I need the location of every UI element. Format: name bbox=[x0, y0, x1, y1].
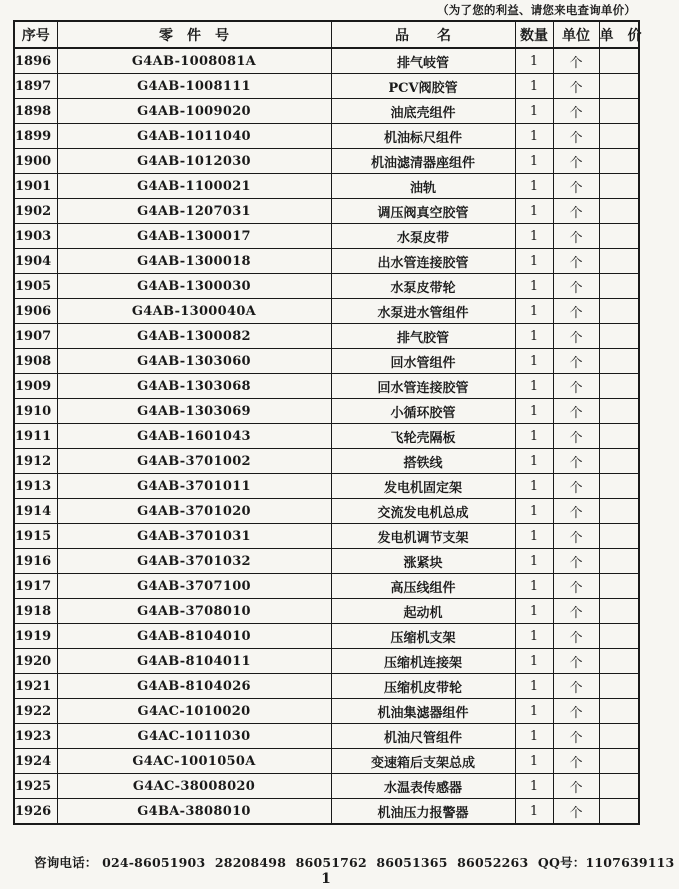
contact-footer bbox=[34, 853, 679, 871]
part-name-cell: 变速箱后支架总成 bbox=[331, 749, 515, 774]
quantity-cell: 1 bbox=[515, 399, 553, 424]
unit-cell: 个 bbox=[553, 449, 599, 474]
part-name-cell: 压缩机皮带轮 bbox=[331, 674, 515, 699]
part-name-cell: 机油压力报警器 bbox=[331, 799, 515, 825]
unit-cell: 个 bbox=[553, 199, 599, 224]
phone-number: 86051762 bbox=[295, 855, 367, 870]
row-number-cell: 1914 bbox=[14, 499, 57, 524]
price-cell bbox=[599, 649, 639, 674]
table-row bbox=[14, 249, 639, 274]
unit-cell: 个 bbox=[553, 649, 599, 674]
part-name-cell: 回水管连接胶管 bbox=[331, 374, 515, 399]
part-number-cell: G4AB-1008081A bbox=[57, 48, 331, 74]
part-number-cell: G4AB-3701011 bbox=[57, 474, 331, 499]
part-number-cell: G4AB-1300030 bbox=[57, 274, 331, 299]
row-number-cell: 1917 bbox=[14, 574, 57, 599]
unit-cell: 个 bbox=[553, 524, 599, 549]
row-number-cell: 1915 bbox=[14, 524, 57, 549]
part-number-cell: G4AB-8104011 bbox=[57, 649, 331, 674]
unit-cell: 个 bbox=[553, 349, 599, 374]
part-number-cell: G4BA-3808010 bbox=[57, 799, 331, 825]
table-row bbox=[14, 224, 639, 249]
table-row bbox=[14, 724, 639, 749]
unit-cell: 个 bbox=[553, 474, 599, 499]
phone-number: 024-86051903 bbox=[102, 855, 206, 870]
table-row bbox=[14, 674, 639, 699]
quantity-cell: 1 bbox=[515, 224, 553, 249]
unit-cell: 个 bbox=[553, 124, 599, 149]
unit-cell: 个 bbox=[553, 149, 599, 174]
table-row bbox=[14, 324, 639, 349]
table-row bbox=[14, 549, 639, 574]
part-name-cell: 油轨 bbox=[331, 174, 515, 199]
price-cell bbox=[599, 424, 639, 449]
quantity-cell: 1 bbox=[515, 724, 553, 749]
table-row bbox=[14, 749, 639, 774]
table-row bbox=[14, 99, 639, 124]
unit-cell: 个 bbox=[553, 299, 599, 324]
price-cell bbox=[599, 74, 639, 99]
unit-cell: 个 bbox=[553, 749, 599, 774]
part-name-cell: 发电机调节支架 bbox=[331, 524, 515, 549]
price-cell bbox=[599, 549, 639, 574]
part-name-cell: 小循环胶管 bbox=[331, 399, 515, 424]
table-row bbox=[14, 124, 639, 149]
table-row bbox=[14, 274, 639, 299]
table-row bbox=[14, 199, 639, 224]
part-number-cell: G4AB-1300040A bbox=[57, 299, 331, 324]
part-number-cell: G4AB-1303069 bbox=[57, 399, 331, 424]
price-cell bbox=[599, 174, 639, 199]
price-cell bbox=[599, 674, 639, 699]
price-cell bbox=[599, 749, 639, 774]
part-name-cell: PCV阀胶管 bbox=[331, 74, 515, 99]
part-name-cell: 机油滤清器座组件 bbox=[331, 149, 515, 174]
price-cell bbox=[599, 699, 639, 724]
price-cell bbox=[599, 99, 639, 124]
row-number-cell: 1908 bbox=[14, 349, 57, 374]
price-cell bbox=[599, 224, 639, 249]
price-cell bbox=[599, 48, 639, 74]
row-number-cell: 1905 bbox=[14, 274, 57, 299]
row-number-cell: 1923 bbox=[14, 724, 57, 749]
unit-cell: 个 bbox=[553, 674, 599, 699]
part-number-cell: G4AB-1300017 bbox=[57, 224, 331, 249]
table-row bbox=[14, 149, 639, 174]
phone-number: 28208498 bbox=[214, 855, 287, 870]
part-name-cell: 油底壳组件 bbox=[331, 99, 515, 124]
price-cell bbox=[599, 474, 639, 499]
table-row bbox=[14, 624, 639, 649]
part-number-cell: G4AB-1008111 bbox=[57, 74, 331, 99]
part-number-cell: G4AC-1001050A bbox=[57, 749, 331, 774]
price-cell bbox=[599, 774, 639, 799]
unit-cell: 个 bbox=[553, 274, 599, 299]
part-name-cell: 出水管连接胶管 bbox=[331, 249, 515, 274]
column-header-part-number: 零 件 号 bbox=[57, 21, 331, 48]
row-number-cell: 1918 bbox=[14, 599, 57, 624]
table-header-row bbox=[14, 21, 639, 48]
price-cell bbox=[599, 199, 639, 224]
price-cell bbox=[599, 624, 639, 649]
column-header-quantity: 数量 bbox=[515, 21, 553, 48]
quantity-cell: 1 bbox=[515, 424, 553, 449]
part-name-cell: 机油标尺组件 bbox=[331, 124, 515, 149]
part-name-cell: 水泵皮带轮 bbox=[331, 274, 515, 299]
unit-cell: 个 bbox=[553, 549, 599, 574]
quantity-cell: 1 bbox=[515, 199, 553, 224]
part-number-cell: G4AC-1010020 bbox=[57, 699, 331, 724]
row-number-cell: 1911 bbox=[14, 424, 57, 449]
quantity-cell: 1 bbox=[515, 74, 553, 99]
row-number-cell: 1916 bbox=[14, 549, 57, 574]
price-cell bbox=[599, 599, 639, 624]
quantity-cell: 1 bbox=[515, 699, 553, 724]
row-number-cell: 1909 bbox=[14, 374, 57, 399]
unit-cell: 个 bbox=[553, 599, 599, 624]
unit-cell: 个 bbox=[553, 249, 599, 274]
table-row bbox=[14, 799, 639, 825]
row-number-cell: 1899 bbox=[14, 124, 57, 149]
part-name-cell: 搭铁线 bbox=[331, 449, 515, 474]
price-cell bbox=[599, 724, 639, 749]
table-row bbox=[14, 374, 639, 399]
price-inquiry-note: （为了您的利益、请您来电查询单价） bbox=[437, 3, 636, 17]
row-number-cell: 1901 bbox=[14, 174, 57, 199]
phone-number: 86051365 bbox=[376, 855, 448, 870]
quantity-cell: 1 bbox=[515, 749, 553, 774]
part-number-cell: G4AB-3701020 bbox=[57, 499, 331, 524]
part-name-cell: 排气胶管 bbox=[331, 324, 515, 349]
unit-cell: 个 bbox=[553, 48, 599, 74]
part-number-cell: G4AB-8104026 bbox=[57, 674, 331, 699]
quantity-cell: 1 bbox=[515, 524, 553, 549]
unit-cell: 个 bbox=[553, 499, 599, 524]
row-number-cell: 1897 bbox=[14, 74, 57, 99]
quantity-cell: 1 bbox=[515, 48, 553, 74]
quantity-cell: 1 bbox=[515, 299, 553, 324]
quantity-cell: 1 bbox=[515, 324, 553, 349]
part-number-cell: G4AC-1011030 bbox=[57, 724, 331, 749]
price-cell bbox=[599, 799, 639, 825]
quantity-cell: 1 bbox=[515, 499, 553, 524]
part-number-cell: G4AB-1303060 bbox=[57, 349, 331, 374]
unit-cell: 个 bbox=[553, 574, 599, 599]
table-row bbox=[14, 524, 639, 549]
part-number-cell: G4AB-1011040 bbox=[57, 124, 331, 149]
quantity-cell: 1 bbox=[515, 649, 553, 674]
row-number-cell: 1900 bbox=[14, 149, 57, 174]
quantity-cell: 1 bbox=[515, 274, 553, 299]
row-number-cell: 1896 bbox=[14, 48, 57, 74]
row-number-cell: 1912 bbox=[14, 449, 57, 474]
part-name-cell: 发电机固定架 bbox=[331, 474, 515, 499]
table-row bbox=[14, 649, 639, 674]
unit-cell: 个 bbox=[553, 424, 599, 449]
qq-number: QQ号：1107639113 bbox=[537, 855, 675, 870]
part-number-cell: G4AB-1300082 bbox=[57, 324, 331, 349]
quantity-cell: 1 bbox=[515, 774, 553, 799]
part-name-cell: 机油集滤器组件 bbox=[331, 699, 515, 724]
part-name-cell: 水泵皮带 bbox=[331, 224, 515, 249]
table-row bbox=[14, 574, 639, 599]
table-row bbox=[14, 299, 639, 324]
quantity-cell: 1 bbox=[515, 674, 553, 699]
quantity-cell: 1 bbox=[515, 549, 553, 574]
part-name-cell: 飞轮壳隔板 bbox=[331, 424, 515, 449]
part-number-cell: G4AB-8104010 bbox=[57, 624, 331, 649]
unit-cell: 个 bbox=[553, 174, 599, 199]
price-cell bbox=[599, 149, 639, 174]
part-name-cell: 排气岐管 bbox=[331, 48, 515, 74]
table-row bbox=[14, 499, 639, 524]
price-cell bbox=[599, 249, 639, 274]
quantity-cell: 1 bbox=[515, 624, 553, 649]
phone-number: 86052263 bbox=[457, 855, 529, 870]
part-number-cell: G4AB-1100021 bbox=[57, 174, 331, 199]
part-name-cell: 压缩机支架 bbox=[331, 624, 515, 649]
unit-cell: 个 bbox=[553, 624, 599, 649]
row-number-cell: 1921 bbox=[14, 674, 57, 699]
price-cell bbox=[599, 399, 639, 424]
price-cell bbox=[599, 499, 639, 524]
table-row bbox=[14, 48, 639, 74]
part-name-cell: 起动机 bbox=[331, 599, 515, 624]
table-row bbox=[14, 449, 639, 474]
unit-cell: 个 bbox=[553, 699, 599, 724]
part-number-cell: G4AB-1012030 bbox=[57, 149, 331, 174]
column-header-unit: 单位 bbox=[553, 21, 599, 48]
row-number-cell: 1902 bbox=[14, 199, 57, 224]
row-number-cell: 1913 bbox=[14, 474, 57, 499]
quantity-cell: 1 bbox=[515, 149, 553, 174]
quantity-cell: 1 bbox=[515, 374, 553, 399]
part-number-cell: G4AB-3701031 bbox=[57, 524, 331, 549]
table-row bbox=[14, 774, 639, 799]
row-number-cell: 1920 bbox=[14, 649, 57, 674]
row-number-cell: 1903 bbox=[14, 224, 57, 249]
part-number-cell: G4AB-1300018 bbox=[57, 249, 331, 274]
price-cell bbox=[599, 349, 639, 374]
unit-cell: 个 bbox=[553, 324, 599, 349]
part-name-cell: 高压线组件 bbox=[331, 574, 515, 599]
part-number-cell: G4AB-3701032 bbox=[57, 549, 331, 574]
column-header-price: 单 价 bbox=[599, 21, 639, 48]
part-name-cell: 调压阀真空胶管 bbox=[331, 199, 515, 224]
quantity-cell: 1 bbox=[515, 799, 553, 825]
table-row bbox=[14, 174, 639, 199]
unit-cell: 个 bbox=[553, 724, 599, 749]
column-header-name: 品 名 bbox=[331, 21, 515, 48]
price-cell bbox=[599, 374, 639, 399]
part-name-cell: 水泵进水管组件 bbox=[331, 299, 515, 324]
quantity-cell: 1 bbox=[515, 474, 553, 499]
quantity-cell: 1 bbox=[515, 174, 553, 199]
part-name-cell: 机油尺管组件 bbox=[331, 724, 515, 749]
row-number-cell: 1919 bbox=[14, 624, 57, 649]
part-number-cell: G4AB-1303068 bbox=[57, 374, 331, 399]
part-number-cell: G4AB-3701002 bbox=[57, 449, 331, 474]
part-name-cell: 回水管组件 bbox=[331, 349, 515, 374]
table-body bbox=[14, 48, 639, 824]
quantity-cell: 1 bbox=[515, 574, 553, 599]
price-cell bbox=[599, 324, 639, 349]
row-number-cell: 1924 bbox=[14, 749, 57, 774]
part-name-cell: 压缩机连接架 bbox=[331, 649, 515, 674]
parts-table bbox=[13, 20, 640, 825]
part-number-cell: G4AB-3707100 bbox=[57, 574, 331, 599]
part-name-cell: 水温表传感器 bbox=[331, 774, 515, 799]
unit-cell: 个 bbox=[553, 374, 599, 399]
table-row bbox=[14, 699, 639, 724]
row-number-cell: 1926 bbox=[14, 799, 57, 825]
row-number-cell: 1904 bbox=[14, 249, 57, 274]
row-number-cell: 1910 bbox=[14, 399, 57, 424]
part-number-cell: G4AB-1601043 bbox=[57, 424, 331, 449]
row-number-cell: 1925 bbox=[14, 774, 57, 799]
price-cell bbox=[599, 449, 639, 474]
part-name-cell: 交流发电机总成 bbox=[331, 499, 515, 524]
page-number: 1 bbox=[321, 871, 331, 887]
part-number-cell: G4AB-3708010 bbox=[57, 599, 331, 624]
row-number-cell: 1898 bbox=[14, 99, 57, 124]
row-number-cell: 1922 bbox=[14, 699, 57, 724]
table-row bbox=[14, 424, 639, 449]
unit-cell: 个 bbox=[553, 799, 599, 825]
quantity-cell: 1 bbox=[515, 249, 553, 274]
price-cell bbox=[599, 299, 639, 324]
part-number-cell: G4AB-1009020 bbox=[57, 99, 331, 124]
price-cell bbox=[599, 124, 639, 149]
unit-cell: 个 bbox=[553, 399, 599, 424]
part-number-cell: G4AC-38008020 bbox=[57, 774, 331, 799]
unit-cell: 个 bbox=[553, 224, 599, 249]
table-row bbox=[14, 474, 639, 499]
price-cell bbox=[599, 274, 639, 299]
quantity-cell: 1 bbox=[515, 99, 553, 124]
row-number-cell: 1907 bbox=[14, 324, 57, 349]
row-number-cell: 1906 bbox=[14, 299, 57, 324]
table-row bbox=[14, 74, 639, 99]
unit-cell: 个 bbox=[553, 99, 599, 124]
unit-cell: 个 bbox=[553, 74, 599, 99]
quantity-cell: 1 bbox=[515, 124, 553, 149]
part-name-cell: 涨紧块 bbox=[331, 549, 515, 574]
unit-cell: 个 bbox=[553, 774, 599, 799]
part-number-cell: G4AB-1207031 bbox=[57, 199, 331, 224]
table-row bbox=[14, 599, 639, 624]
price-cell bbox=[599, 524, 639, 549]
table-row bbox=[14, 349, 639, 374]
quantity-cell: 1 bbox=[515, 599, 553, 624]
quantity-cell: 1 bbox=[515, 449, 553, 474]
quantity-cell: 1 bbox=[515, 349, 553, 374]
column-header-no: 序号 bbox=[14, 21, 57, 48]
price-cell bbox=[599, 574, 639, 599]
phone-label: 咨询电话： bbox=[34, 855, 98, 870]
table-row bbox=[14, 399, 639, 424]
